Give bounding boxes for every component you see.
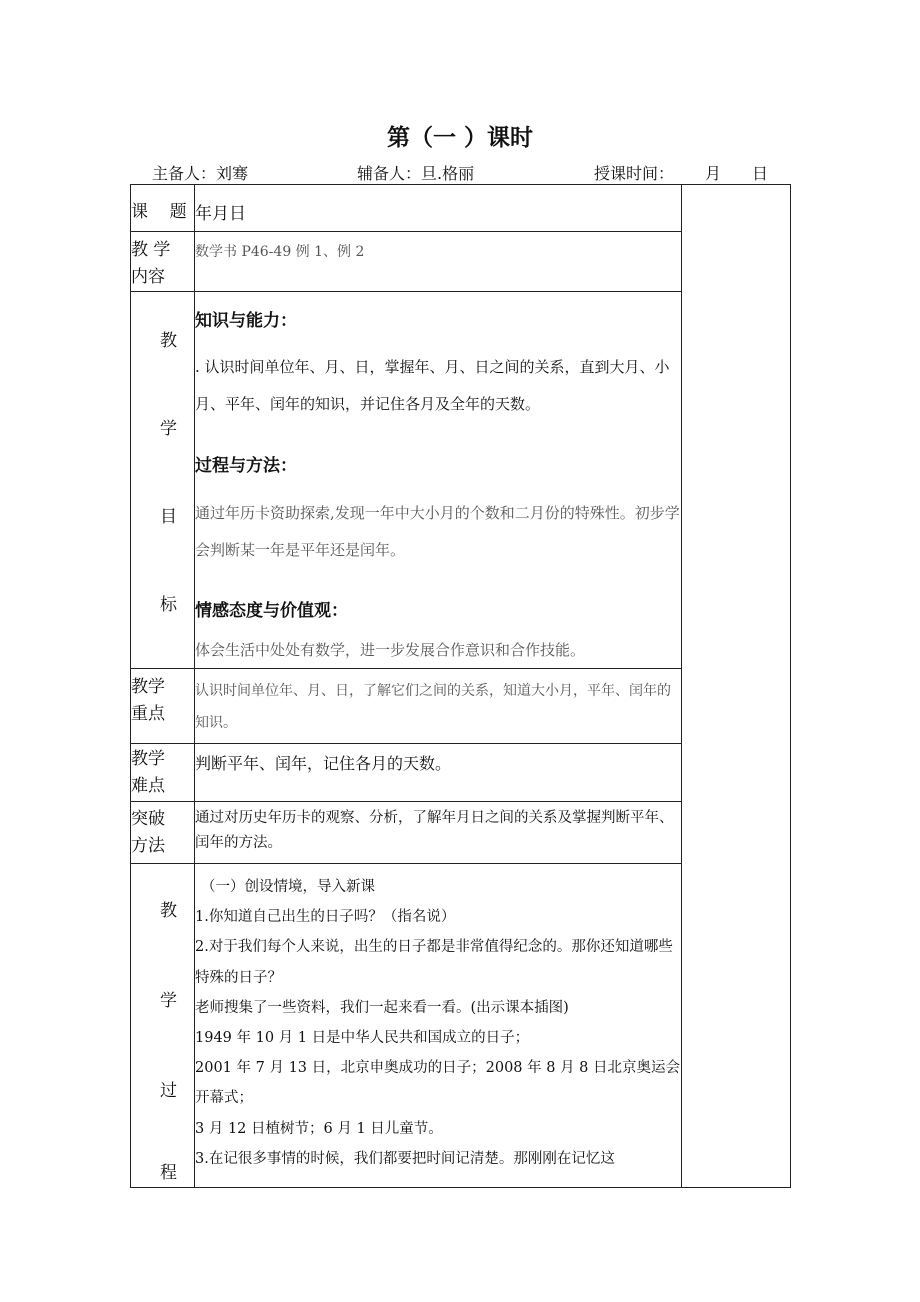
- process-label: 教 学 过 程: [131, 864, 195, 1188]
- emotion-text: 体会生活中处处有数学，进一步发展合作意识和合作技能。: [195, 641, 586, 659]
- difficulties-label: 教学 难点: [131, 744, 195, 802]
- topic-value: 年月日: [195, 185, 682, 232]
- process-line: 2.对于我们每个人来说，出生的日子都是非常值得纪念的。那你还知道哪些特殊的日子？: [195, 939, 673, 986]
- page-title: 第（一 ）课时: [386, 125, 533, 151]
- process-line: 3.在记很多事情的时候，我们都要把时间记清楚。那刚刚在记忆这: [195, 1150, 615, 1167]
- knowledge-heading: 知识与能力：: [195, 311, 297, 331]
- difficulties-value: 判断平年、闰年，记住各月的天数。: [195, 744, 682, 802]
- process-line: （一）创设情境，导入新课: [201, 879, 375, 895]
- objectives-content: [195, 292, 682, 669]
- content-label: 教 学 内容: [131, 232, 195, 292]
- main-preparer: 主备人：刘骞: [152, 164, 249, 183]
- process-line: 3 月 12 日植树节；6 月 1 日儿童节。: [195, 1120, 443, 1137]
- breakthrough-value: 通过对历史年历卡的观察、分析，了解年月日之间的关系及掌握判断平年、闰年的方法。: [195, 802, 682, 864]
- teaching-day: 日: [752, 164, 769, 183]
- objectives-label: 教 学 目 标: [131, 292, 195, 669]
- assistant-preparer: 辅备人：旦.格丽: [357, 164, 475, 183]
- process-line: 老师搜集了一些资料，我们一起来看一看。(出示课本插图): [195, 999, 569, 1016]
- topic-row: [131, 185, 791, 232]
- process-line: 1.你知道自己出生的日子吗？（指名说）: [195, 909, 456, 926]
- process-line: 2001 年 7 月 13 日，北京申奥成功的日子；2008 年 8 月 8 日北京奥运会开幕式；: [195, 1060, 681, 1107]
- teaching-month: 月: [705, 164, 722, 183]
- knowledge-text: . 认识时间单位年、月、日，掌握年、月、日之间的关系，直到大月、小月、平年、闰年的知识，并记住各月及全年的天数。: [195, 358, 670, 413]
- process-content: [195, 864, 682, 1188]
- key-points-label: 教学 重点: [131, 669, 195, 744]
- process-text: 通过年历卡资助探索,发现一年中大小月的个数和二月份的特殊性。初步学会判断某一年是平年还是闰年。: [195, 504, 680, 559]
- topic-label: 课 题: [131, 185, 195, 232]
- process-line: 1949 年 10 月 1 日是中华人民共和国成立的日子；: [195, 1030, 530, 1047]
- breakthrough-label: 突破 方法: [131, 802, 195, 864]
- process-heading: 过程与方法：: [195, 456, 297, 476]
- key-points-value: 认识时间单位年、月、日，了解它们之间的关系，知道大小月，平年、闰年的知识。: [195, 669, 682, 744]
- lesson-plan-table: [130, 184, 791, 1188]
- emotion-heading: 情感态度与价值观：: [195, 601, 348, 621]
- content-value: 数学书 P46-49 例 1、例 2: [195, 232, 682, 292]
- notes-column: [682, 185, 791, 1188]
- teaching-time-label: 授课时间：: [594, 164, 675, 183]
